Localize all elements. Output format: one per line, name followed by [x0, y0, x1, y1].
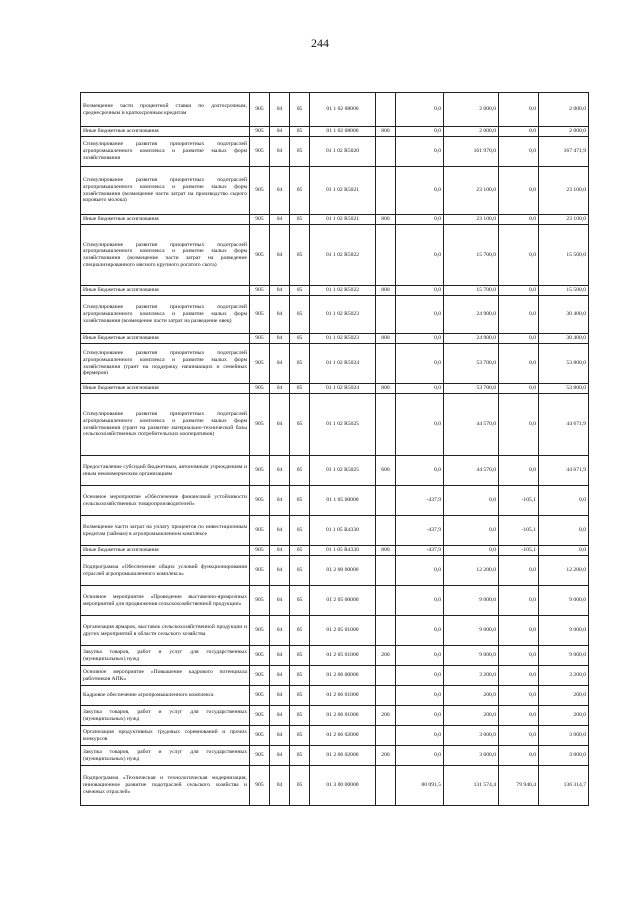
expense-type-code: [376, 726, 396, 746]
admin-code: 905: [250, 646, 270, 666]
admin-code: 905: [250, 726, 270, 746]
amount-next-year: 30 400,0: [539, 296, 589, 334]
target-article-code: 01 2 06 01000: [310, 706, 376, 726]
amount-change-current-year: 0,0: [396, 167, 444, 215]
amount-change-next-year: 0,0: [499, 127, 539, 137]
table-row: [81, 646, 589, 666]
amount-change-next-year: 79 940,4: [499, 766, 539, 806]
amount-next-year: 136 314,7: [539, 766, 589, 806]
target-article-code: 01 2 05 01000: [310, 616, 376, 646]
expense-type-code: [376, 137, 396, 167]
line-item-name: Иные бюджетные ассигнования: [81, 286, 250, 296]
line-item-name: Основное мероприятие «Повышение кадрового потенциала работников АПК»: [81, 666, 250, 686]
expense-type-code: 800: [376, 215, 396, 225]
amount-next-year: 200,0: [539, 686, 589, 706]
expense-type-code: [376, 486, 396, 516]
target-article-code: 01 2 00 00000: [310, 556, 376, 586]
target-article-code: 01 1 02 R5025: [310, 456, 376, 486]
table-row: [81, 486, 589, 516]
section-code: 04: [270, 686, 290, 706]
subsection-code: 05: [290, 137, 310, 167]
line-item-name: Иные бюджетные ассигнования: [81, 215, 250, 225]
admin-code: 905: [250, 706, 270, 726]
expense-type-code: 200: [376, 746, 396, 766]
subsection-code: 05: [290, 127, 310, 137]
section-code: 04: [270, 456, 290, 486]
section-code: 04: [270, 225, 290, 286]
section-code: 04: [270, 127, 290, 137]
admin-code: 905: [250, 746, 270, 766]
amount-next-year: 3 200,0: [539, 666, 589, 686]
expense-type-code: 800: [376, 286, 396, 296]
amount-change-next-year: 0,0: [499, 706, 539, 726]
line-item-name: Возмещение части затрат на уплату процентов по инвестиционным кредитам (займам) в агропромышленном комплексе: [81, 516, 250, 546]
amount-change-current-year: 0,0: [396, 586, 444, 616]
table-row: [81, 686, 589, 706]
expense-type-code: 600: [376, 456, 396, 486]
admin-code: 905: [250, 225, 270, 286]
amount-current-year: 24 900,0: [444, 296, 499, 334]
amount-current-year: 3 000,0: [444, 746, 499, 766]
amount-next-year: 53 800,0: [539, 384, 589, 394]
expense-type-code: [376, 616, 396, 646]
section-code: 04: [270, 296, 290, 334]
line-item-name: Закупка товаров, работ и услуг для государственных (муниципальных) нужд: [81, 706, 250, 726]
admin-code: 905: [250, 516, 270, 546]
line-item-name: Стимулирование развития приоритетных подотраслей агропромышленного комплекса и развитие малых форм хозяйствования: [81, 137, 250, 167]
amount-next-year: 3 000,0: [539, 726, 589, 746]
subsection-code: 05: [290, 586, 310, 616]
amount-change-current-year: 0,0: [396, 93, 444, 127]
expense-type-code: [376, 586, 396, 616]
amount-change-next-year: 0,0: [499, 726, 539, 746]
amount-current-year: 23 100,0: [444, 167, 499, 215]
table-row: [81, 586, 589, 616]
amount-next-year: 0,0: [539, 516, 589, 546]
target-article-code: 01 2 05 00000: [310, 586, 376, 616]
amount-change-next-year: 0,0: [499, 215, 539, 225]
expense-type-code: [376, 686, 396, 706]
expense-type-code: 800: [376, 127, 396, 137]
subsection-code: 05: [290, 666, 310, 686]
expense-type-code: [376, 296, 396, 334]
amount-current-year: 44 570,0: [444, 456, 499, 486]
line-item-name: Стимулирование развития приоритетных подотраслей агропромышленного комплекса и развитие малых форм хозяйствования (грант на развитие материально-технической базы сельскохозяйственных потребительских кооперативов): [81, 394, 250, 456]
amount-current-year: 23 100,0: [444, 215, 499, 225]
target-article-code: 01 1 02 R5024: [310, 344, 376, 384]
line-item-name: Стимулирование развития приоритетных подотраслей агропромышленного комплекса и развитие малых форм хозяйствования (возмещение части затрат на разведение овец): [81, 296, 250, 334]
amount-next-year: 30 400,0: [539, 334, 589, 344]
expense-type-code: [376, 93, 396, 127]
section-code: 04: [270, 666, 290, 686]
admin-code: 905: [250, 384, 270, 394]
target-article-code: 01 1 02 R5024: [310, 384, 376, 394]
target-article-code: 01 1 02 R5022: [310, 286, 376, 296]
amount-next-year: 23 100,0: [539, 215, 589, 225]
amount-change-current-year: 0,0: [396, 334, 444, 344]
subsection-code: 05: [290, 334, 310, 344]
section-code: 04: [270, 586, 290, 616]
section-code: 04: [270, 616, 290, 646]
amount-change-next-year: 0,0: [499, 646, 539, 666]
amount-change-current-year: 0,0: [396, 666, 444, 686]
target-article-code: 01 1 02 R5023: [310, 334, 376, 344]
amount-change-next-year: 0,0: [499, 137, 539, 167]
target-article-code: 01 1 02 R5021: [310, 215, 376, 225]
table-row: [81, 706, 589, 726]
admin-code: 905: [250, 296, 270, 334]
subsection-code: 05: [290, 344, 310, 384]
target-article-code: 01 1 02 08000: [310, 127, 376, 137]
admin-code: 905: [250, 766, 270, 806]
amount-change-next-year: 0,0: [499, 616, 539, 646]
amount-change-current-year: 0,0: [396, 137, 444, 167]
section-code: 04: [270, 137, 290, 167]
target-article-code: 01 1 02 R5021: [310, 167, 376, 215]
target-article-code: 01 1 02 R5022: [310, 225, 376, 286]
admin-code: 905: [250, 137, 270, 167]
amount-change-current-year: 0,0: [396, 726, 444, 746]
table-row: [81, 334, 589, 344]
subsection-code: 05: [290, 384, 310, 394]
amount-current-year: 2 000,0: [444, 93, 499, 127]
subsection-code: 05: [290, 93, 310, 127]
admin-code: 905: [250, 616, 270, 646]
subsection-code: 05: [290, 215, 310, 225]
amount-change-current-year: 0,0: [396, 394, 444, 456]
amount-change-current-year: 0,0: [396, 344, 444, 384]
amount-next-year: 0,0: [539, 486, 589, 516]
amount-current-year: 9 000,0: [444, 586, 499, 616]
amount-next-year: 9 000,0: [539, 586, 589, 616]
subsection-code: 05: [290, 726, 310, 746]
amount-current-year: 9 000,0: [444, 616, 499, 646]
amount-change-next-year: -105,1: [499, 546, 539, 556]
admin-code: 905: [250, 127, 270, 137]
amount-next-year: 15 500,0: [539, 225, 589, 286]
section-code: 04: [270, 746, 290, 766]
amount-change-current-year: 0,0: [396, 686, 444, 706]
line-item-name: Стимулирование развития приоритетных подотраслей агропромышленного комплекса и развитие малых форм хозяйствования (возмещение части затрат на производство сырого коровьего молока): [81, 167, 250, 215]
amount-change-next-year: 0,0: [499, 334, 539, 344]
line-item-name: Иные бюджетные ассигнования: [81, 384, 250, 394]
table-row: [81, 546, 589, 556]
line-item-name: Подпрограмма «Обеспечение общих условий функционирования отраслей агропромышленного комплекса»: [81, 556, 250, 586]
subsection-code: 05: [290, 686, 310, 706]
table-row: [81, 93, 589, 127]
expense-type-code: 800: [376, 334, 396, 344]
subsection-code: 05: [290, 394, 310, 456]
subsection-code: 05: [290, 456, 310, 486]
amount-change-current-year: 0,0: [396, 215, 444, 225]
target-article-code: 01 2 06 02000: [310, 726, 376, 746]
subsection-code: 05: [290, 546, 310, 556]
admin-code: 905: [250, 167, 270, 215]
amount-change-next-year: 0,0: [499, 167, 539, 215]
amount-change-next-year: 0,0: [499, 93, 539, 127]
amount-current-year: 3 000,0: [444, 726, 499, 746]
amount-change-next-year: 0,0: [499, 556, 539, 586]
admin-code: 905: [250, 286, 270, 296]
amount-next-year: 200,0: [539, 706, 589, 726]
admin-code: 905: [250, 586, 270, 616]
amount-current-year: 53 700,0: [444, 344, 499, 384]
table-row: [81, 225, 589, 286]
amount-current-year: 15 700,0: [444, 225, 499, 286]
amount-change-current-year: 0,0: [396, 384, 444, 394]
budget-rows: [81, 93, 589, 806]
table-row: [81, 726, 589, 746]
subsection-code: 05: [290, 766, 310, 806]
section-code: 04: [270, 766, 290, 806]
section-code: 04: [270, 286, 290, 296]
subsection-code: 05: [290, 225, 310, 286]
section-code: 04: [270, 334, 290, 344]
amount-change-current-year: -437,9: [396, 516, 444, 546]
expense-type-code: [376, 766, 396, 806]
section-code: 04: [270, 394, 290, 456]
admin-code: 905: [250, 344, 270, 384]
amount-change-next-year: 0,0: [499, 586, 539, 616]
amount-next-year: 2 000,0: [539, 127, 589, 137]
amount-change-next-year: 0,0: [499, 286, 539, 296]
budget-table: [80, 92, 589, 806]
expense-type-code: [376, 516, 396, 546]
amount-current-year: 15 700,0: [444, 286, 499, 296]
subsection-code: 05: [290, 296, 310, 334]
amount-next-year: 3 000,0: [539, 746, 589, 766]
amount-change-current-year: 0,0: [396, 296, 444, 334]
amount-current-year: 2 000,0: [444, 127, 499, 137]
section-code: 04: [270, 726, 290, 746]
amount-change-current-year: 0,0: [396, 225, 444, 286]
line-item-name: Кадровое обеспечение агропромышленного комплекса: [81, 686, 250, 706]
amount-next-year: 44 671,9: [539, 394, 589, 456]
amount-next-year: 53 800,0: [539, 344, 589, 384]
section-code: 04: [270, 556, 290, 586]
table-row: [81, 766, 589, 806]
amount-current-year: 161 970,0: [444, 137, 499, 167]
amount-current-year: 44 570,0: [444, 394, 499, 456]
table-row: [81, 616, 589, 646]
amount-change-next-year: 0,0: [499, 384, 539, 394]
admin-code: 905: [250, 93, 270, 127]
line-item-name: Организация ярмарок, выставок сельскохозяйственной продукции и других мероприятий в области сельского хозяйства: [81, 616, 250, 646]
section-code: 04: [270, 384, 290, 394]
target-article-code: 01 1 05 R4330: [310, 546, 376, 556]
table-row: [81, 344, 589, 384]
subsection-code: 05: [290, 556, 310, 586]
amount-change-current-year: 0,0: [396, 646, 444, 666]
line-item-name: Основное мероприятие «Проведение выставочно-ярмарочных мероприятий для продвижения сельскохозяйственной продукции»: [81, 586, 250, 616]
table-row: [81, 137, 589, 167]
line-item-name: Подпрограмма «Техническая и технологическая модернизация, инновационное развитие подотраслей сельского хозяйства и смежных отраслей»: [81, 766, 250, 806]
amount-change-next-year: 0,0: [499, 225, 539, 286]
admin-code: 905: [250, 556, 270, 586]
expense-type-code: [376, 556, 396, 586]
target-article-code: 01 1 02 08000: [310, 93, 376, 127]
amount-next-year: 2 000,0: [539, 93, 589, 127]
amount-next-year: 15 500,0: [539, 286, 589, 296]
line-item-name: Основное мероприятие «Обеспечение финансовой устойчивости сельскохозяйственных товаропроизводителей»: [81, 486, 250, 516]
section-code: 04: [270, 486, 290, 516]
admin-code: 905: [250, 686, 270, 706]
line-item-name: Стимулирование развития приоритетных подотраслей агропромышленного комплекса и развитие малых форм хозяйствования (возмещение части затрат на разведение специализированного мясного крупного рогатого скота): [81, 225, 250, 286]
amount-current-year: 24 900,0: [444, 334, 499, 344]
expense-type-code: 800: [376, 546, 396, 556]
amount-change-current-year: -437,9: [396, 546, 444, 556]
amount-next-year: 9 000,0: [539, 646, 589, 666]
section-code: 04: [270, 546, 290, 556]
expense-type-code: [376, 225, 396, 286]
amount-change-current-year: 0,0: [396, 286, 444, 296]
amount-change-next-year: 0,0: [499, 344, 539, 384]
table-row: [81, 394, 589, 456]
amount-next-year: 12 200,0: [539, 556, 589, 586]
table-row: [81, 127, 589, 137]
amount-current-year: 53 700,0: [444, 384, 499, 394]
amount-change-current-year: 0,0: [396, 706, 444, 726]
line-item-name: Иные бюджетные ассигнования: [81, 127, 250, 137]
section-code: 04: [270, 706, 290, 726]
amount-next-year: 9 000,0: [539, 616, 589, 646]
section-code: 04: [270, 646, 290, 666]
line-item-name: Иные бюджетные ассигнования: [81, 546, 250, 556]
target-article-code: 01 2 06 00000: [310, 666, 376, 686]
amount-current-year: 0,0: [444, 486, 499, 516]
target-article-code: 01 1 05 R4330: [310, 516, 376, 546]
expense-type-code: [376, 167, 396, 215]
amount-change-next-year: -105,1: [499, 516, 539, 546]
amount-current-year: 12 200,0: [444, 556, 499, 586]
amount-change-current-year: 0,0: [396, 127, 444, 137]
amount-change-current-year: 0,0: [396, 616, 444, 646]
section-code: 04: [270, 516, 290, 546]
amount-next-year: 0,0: [539, 546, 589, 556]
amount-current-year: 9 000,0: [444, 646, 499, 666]
line-item-name: Закупка товаров, работ и услуг для государственных (муниципальных) нужд: [81, 746, 250, 766]
target-article-code: 01 3 00 00000: [310, 766, 376, 806]
amount-current-year: 0,0: [444, 516, 499, 546]
subsection-code: 05: [290, 616, 310, 646]
target-article-code: 01 1 02 R5025: [310, 394, 376, 456]
subsection-code: 05: [290, 646, 310, 666]
admin-code: 905: [250, 394, 270, 456]
expense-type-code: [376, 344, 396, 384]
subsection-code: 05: [290, 516, 310, 546]
target-article-code: 01 1 02 R5020: [310, 137, 376, 167]
table-row: [81, 746, 589, 766]
subsection-code: 05: [290, 746, 310, 766]
table-row: [81, 384, 589, 394]
target-article-code: 01 2 06 02000: [310, 746, 376, 766]
line-item-name: Стимулирование развития приоритетных подотраслей агропромышленного комплекса и развитие малых форм хозяйствования (грант на поддержку начинающих и семейных фермеров): [81, 344, 250, 384]
admin-code: 905: [250, 334, 270, 344]
amount-current-year: 200,0: [444, 706, 499, 726]
amount-change-current-year: 80 091,5: [396, 766, 444, 806]
admin-code: 905: [250, 456, 270, 486]
table-row: [81, 167, 589, 215]
line-item-name: Возмещение части процентной ставки по долгосрочным, среднесрочным и краткосрочным кредитам: [81, 93, 250, 127]
table-row: [81, 286, 589, 296]
expense-type-code: 800: [376, 384, 396, 394]
section-code: 04: [270, 167, 290, 215]
amount-change-next-year: 0,0: [499, 456, 539, 486]
line-item-name: Организация продуктивных трудовых соревнований и прочих конкурсов: [81, 726, 250, 746]
expense-type-code: [376, 394, 396, 456]
admin-code: 905: [250, 215, 270, 225]
table-row: [81, 215, 589, 225]
subsection-code: 05: [290, 167, 310, 215]
subsection-code: 05: [290, 706, 310, 726]
amount-change-next-year: 0,0: [499, 296, 539, 334]
target-article-code: 01 1 02 R5023: [310, 296, 376, 334]
admin-code: 905: [250, 666, 270, 686]
admin-code: 905: [250, 486, 270, 516]
amount-current-year: 3 200,0: [444, 666, 499, 686]
amount-change-current-year: 0,0: [396, 456, 444, 486]
section-code: 04: [270, 215, 290, 225]
amount-change-current-year: 0,0: [396, 746, 444, 766]
amount-change-next-year: 0,0: [499, 666, 539, 686]
subsection-code: 05: [290, 486, 310, 516]
target-article-code: 01 1 05 00000: [310, 486, 376, 516]
amount-change-current-year: -437,9: [396, 486, 444, 516]
amount-change-next-year: 0,0: [499, 686, 539, 706]
amount-next-year: 44 671,9: [539, 456, 589, 486]
page-number: 244: [311, 36, 329, 50]
section-code: 04: [270, 344, 290, 384]
amount-current-year: 200,0: [444, 686, 499, 706]
amount-next-year: 23 100,0: [539, 167, 589, 215]
admin-code: 905: [250, 546, 270, 556]
line-item-name: Предоставление субсидий бюджетным, автономным учреждениям и иным некоммерческим организациям: [81, 456, 250, 486]
subsection-code: 05: [290, 286, 310, 296]
amount-change-current-year: 0,0: [396, 556, 444, 586]
target-article-code: 01 2 05 01000: [310, 646, 376, 666]
amount-change-next-year: 0,0: [499, 746, 539, 766]
table-row: [81, 296, 589, 334]
table-row: [81, 556, 589, 586]
target-article-code: 01 2 06 01000: [310, 686, 376, 706]
expense-type-code: 200: [376, 706, 396, 726]
line-item-name: Закупка товаров, работ и услуг для государственных (муниципальных) нужд: [81, 646, 250, 666]
line-item-name: Иные бюджетные ассигнования: [81, 334, 250, 344]
expense-type-code: 200: [376, 646, 396, 666]
table-row: [81, 666, 589, 686]
table-row: [81, 516, 589, 546]
expense-type-code: [376, 666, 396, 686]
amount-current-year: 0,0: [444, 546, 499, 556]
section-code: 04: [270, 93, 290, 127]
amount-change-next-year: -105,1: [499, 486, 539, 516]
amount-current-year: 131 574,4: [444, 766, 499, 806]
amount-next-year: 167 471,9: [539, 137, 589, 167]
amount-change-next-year: 0,0: [499, 394, 539, 456]
table-row: [81, 456, 589, 486]
